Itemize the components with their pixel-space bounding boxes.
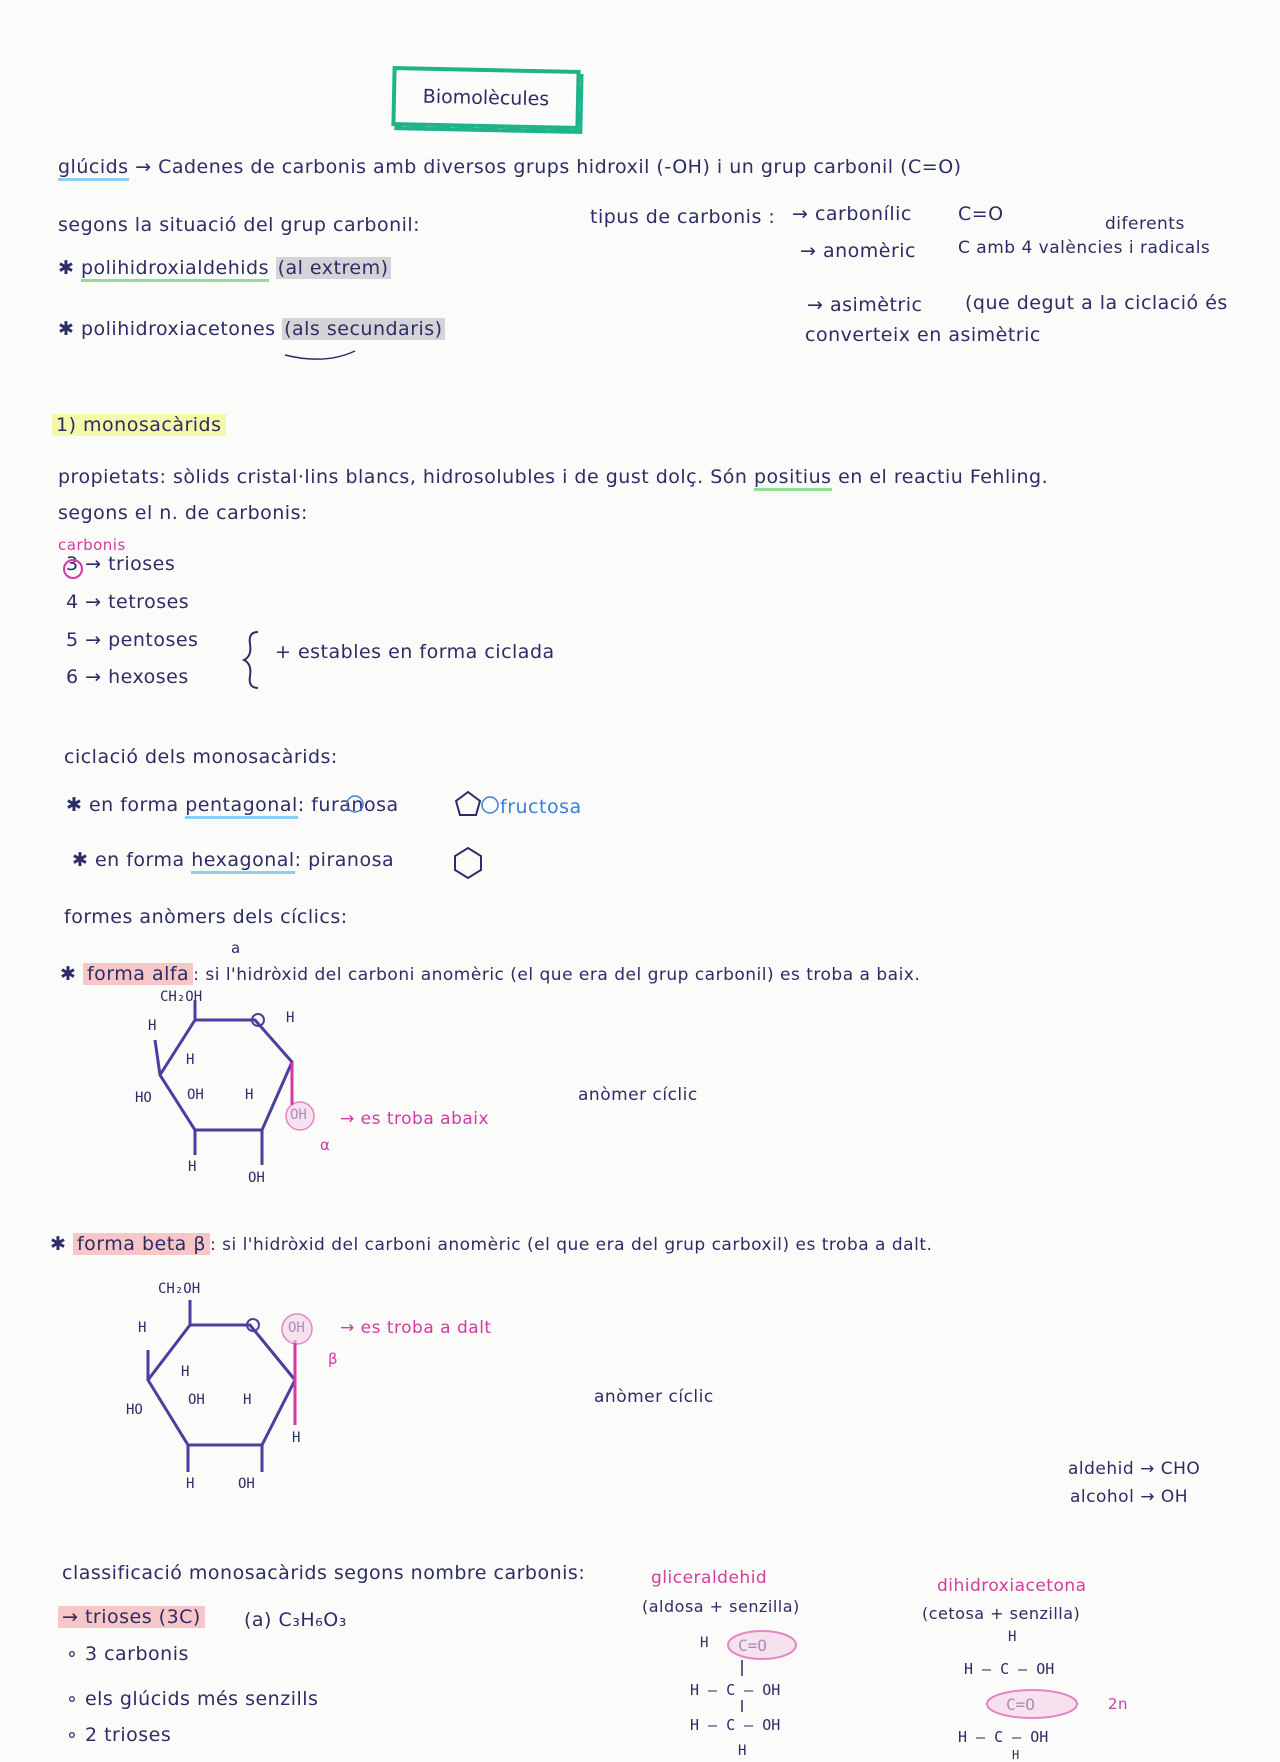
alpha-line: ✱ forma alfa : si l'hidròxid del carboni anomèric (el que era del grup carbonil) es troba a baix. (60, 963, 921, 985)
aldehid-def: aldehid → CHO (1068, 1459, 1201, 1479)
brace-icon (244, 632, 258, 688)
glicer-h-bottom: H (738, 1743, 747, 1759)
item-polihidroxiacetones: ✱ polihidroxiacetones (als secundaris) (58, 318, 443, 340)
glicer-row-1: H — C — OH (690, 1681, 781, 1699)
hexagon-icon (455, 848, 481, 878)
beta-caption: anòmer cíclic (594, 1387, 714, 1407)
alpha-oh-bottom: OH (248, 1170, 265, 1186)
furanosa-circle-icon (347, 796, 363, 812)
carbon-asimetric: → asimètric (807, 294, 923, 316)
glucids-def: → Cadenes de carbonis amb diversos grups hidroxil (-OH) i un grup carbonil (C=O) (135, 156, 962, 178)
dihidroxi-row-2: H — C — OH (958, 1728, 1049, 1746)
pentagon-icon (456, 792, 480, 815)
dihidroxi-h-top: H (1008, 1629, 1017, 1645)
beta-oh-highlight (282, 1314, 312, 1344)
bullet-1: ∘ 3 carbonis (66, 1643, 189, 1665)
glicer-sub: (aldosa + senzilla) (642, 1597, 800, 1616)
dihidroxi-sub: (cetosa + senzilla) (922, 1604, 1081, 1623)
alpha-greek: α (320, 1136, 331, 1154)
mono-row-3: 3 → trioses (66, 553, 176, 575)
alpha-h-inner: H (186, 1052, 195, 1068)
beta-h-inner: H (181, 1364, 190, 1380)
carbon-carbonilic-formula: C=O (958, 203, 1004, 225)
beta-line: ✱ forma beta β : si l'hidròxid del carboni anomèric (el que era del grup carboxil) es troba a dalt. (50, 1233, 933, 1255)
beta-h-bottom: H (186, 1476, 195, 1492)
beta-h-inner2: H (243, 1392, 252, 1408)
dihidroxi-h-bottom: H (1012, 1748, 1020, 1762)
beta-h-left: H (138, 1320, 147, 1336)
alpha-h-left: H (148, 1018, 157, 1034)
alpha-caption: anòmer cíclic (578, 1085, 698, 1105)
second-label: 2n (1108, 1695, 1129, 1713)
glicer-h-top: H (700, 1635, 709, 1651)
beta-oh-bottom: OH (238, 1476, 255, 1492)
carbon-types-label: tipus de carbonis : (590, 206, 776, 228)
ciclacio-hexagonal: ✱ en forma hexagonal: piranosa (72, 849, 394, 871)
beta-greek: β (328, 1350, 339, 1368)
alpha-oh-inner: OH (187, 1087, 204, 1103)
mono-segons-carbonis: segons el n. de carbonis: (58, 502, 308, 524)
alpha-small: a (231, 939, 241, 957)
alcohol-def: alcohol → OH (1070, 1487, 1189, 1507)
alpha-oh-highlight (286, 1102, 314, 1130)
mono-row-4: 4 → tetroses (66, 591, 190, 613)
carbon-asimetric-desc: (que degut a la ciclació és (965, 292, 1228, 314)
beta-oh-inner: OH (188, 1392, 205, 1408)
beta-ch2oh: CH₂OH (158, 1281, 201, 1297)
trioses-label: → trioses (3C) (58, 1606, 205, 1628)
fructosa-circle-icon (482, 797, 498, 813)
mono-properties: propietats: sòlids cristal·lins blancs, hidrosolubles i de gust dolç. Són positius en el reactiu Fehling. (58, 466, 1048, 488)
alpha-ring (155, 1000, 295, 1165)
classification-heading: classificació monosacàrids segons nombre carbonis: (62, 1562, 586, 1584)
anomers-heading: formes anòmers dels cíclics: (64, 906, 348, 928)
carbonis-label: carbonis (58, 536, 126, 554)
fructosa-label: fructosa (500, 796, 582, 818)
mono-estables: + estables en forma ciclada (275, 641, 555, 663)
carbon-carbonilic: → carbonílic (792, 203, 912, 225)
mono-row-5: 5 → pentoses (66, 629, 199, 651)
curved-arrow-icon (285, 351, 355, 359)
dihidroxi-row-1: H — C — OH (964, 1660, 1055, 1678)
beta-note: → es troba a dalt (340, 1318, 492, 1338)
page-title: Biomolècules (422, 85, 550, 111)
carbon-anomeric: → anomèric (800, 240, 917, 262)
beta-ho: HO (126, 1402, 143, 1418)
ciclacio-pentagonal: ✱ en forma pentagonal: furanosa (66, 794, 399, 816)
beta-ring (148, 1300, 295, 1472)
alpha-h-bottom: H (188, 1159, 197, 1175)
glicer-row-2: H — C — OH (690, 1716, 781, 1734)
alpha-ch2oh: CH₂OH (160, 989, 203, 1005)
beta-h-anomeric: H (292, 1430, 301, 1446)
glicer-title: gliceraldehid (651, 1568, 768, 1588)
carbon-anomeric-note: diferents (1105, 214, 1185, 234)
alpha-note: → es troba abaix (340, 1109, 490, 1129)
ciclacio-heading: ciclació dels monosacàrids: (64, 746, 338, 768)
alpha-h-right: H (286, 1010, 295, 1026)
bullet-3: ∘ 2 trioses (66, 1724, 172, 1746)
dihidroxi-title: dihidroxiacetona (937, 1576, 1087, 1596)
bullet-2: ∘ els glúcids més senzills (66, 1688, 319, 1710)
mono-row-6: 6 → hexoses (66, 666, 189, 688)
mono-heading: 1) monosacàrids (52, 414, 226, 436)
alpha-ho: HO (135, 1090, 152, 1106)
item-polihidroxialdehids: ✱ polihidroxialdehids (al extrem) (58, 257, 391, 279)
segons-label: segons la situació del grup carbonil: (58, 214, 421, 236)
carbon-anomeric-desc: C amb 4 valències i radicals (958, 238, 1211, 258)
carbon-asimetric-desc2: converteix en asimètric (805, 324, 1041, 346)
circle-3-icon (64, 560, 82, 578)
alpha-h-inner2: H (245, 1087, 254, 1103)
glucids-term: glúcids (58, 156, 129, 181)
trioses-formula: (a) C₃H₆O₃ (244, 1609, 347, 1631)
